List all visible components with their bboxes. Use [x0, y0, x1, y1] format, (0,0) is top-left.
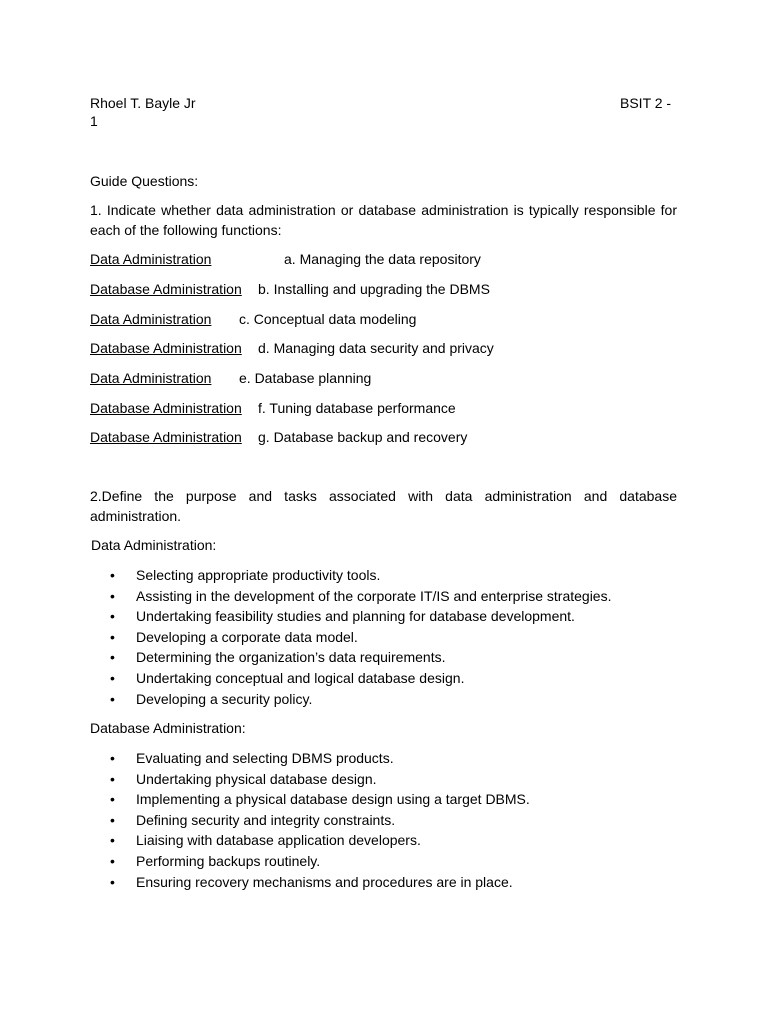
- q1-function-g: g. Database backup and recovery: [258, 429, 468, 445]
- q1-answer-b: Database Administration: [90, 281, 242, 297]
- list-item: • Evaluating and selecting DBMS products.: [110, 748, 530, 769]
- course-section: BSIT 2 -: [620, 95, 672, 111]
- database-administration-heading: Database Administration:: [90, 720, 246, 736]
- q1-answer-g: Database Administration: [90, 429, 242, 445]
- list-item: • Undertaking feasibility studies and planning for database development.: [110, 606, 611, 627]
- course-section-continued: 1: [90, 113, 98, 129]
- q1-answer-f: Database Administration: [90, 400, 242, 416]
- list-item: • Determining the organization’s data requirements.: [110, 647, 611, 668]
- list-item: • Ensuring recovery mechanisms and procedures are in place.: [110, 872, 530, 893]
- q1-answer-d: Database Administration: [90, 340, 242, 356]
- list-item: • Developing a security policy.: [110, 689, 611, 710]
- data-administration-list: [110, 565, 611, 709]
- list-item: • Defining security and integrity constraints.: [110, 810, 530, 831]
- list-item: • Liaising with database application developers.: [110, 830, 530, 851]
- q1-function-a: a. Managing the data repository: [284, 251, 481, 267]
- question-2-text: 2.Define the purpose and tasks associated with data administration and database administration.: [90, 488, 677, 524]
- guide-questions-heading: Guide Questions:: [90, 173, 199, 189]
- q1-function-c: c. Conceptual data modeling: [239, 311, 417, 327]
- q1-function-b: b. Installing and upgrading the DBMS: [258, 281, 490, 297]
- list-item: • Selecting appropriate productivity tools.: [110, 565, 611, 586]
- q1-function-e: e. Database planning: [239, 370, 372, 386]
- list-item: • Undertaking conceptual and logical database design.: [110, 668, 611, 689]
- q1-answer-e: Data Administration: [90, 370, 212, 386]
- list-item: • Assisting in the development of the corporate IT/IS and enterprise strategies.: [110, 586, 611, 607]
- database-administration-list: [110, 748, 530, 892]
- author-name: Rhoel T. Bayle Jr: [90, 95, 196, 111]
- list-item: • Undertaking physical database design.: [110, 769, 530, 790]
- list-item: • Implementing a physical database design using a target DBMS.: [110, 789, 530, 810]
- q1-answer-c: Data Administration: [90, 311, 212, 327]
- q1-function-f: f. Tuning database performance: [258, 400, 456, 416]
- q1-answer-a: Data Administration: [90, 251, 212, 267]
- list-item: • Developing a corporate data model.: [110, 627, 611, 648]
- data-administration-heading: Data Administration:: [91, 537, 217, 553]
- q1-function-d: d. Managing data security and privacy: [258, 340, 494, 356]
- list-item: • Performing backups routinely.: [110, 851, 530, 872]
- question-1-text: 1. Indicate whether data administration or database administration is typically responsible for each of the following functions:: [90, 202, 677, 238]
